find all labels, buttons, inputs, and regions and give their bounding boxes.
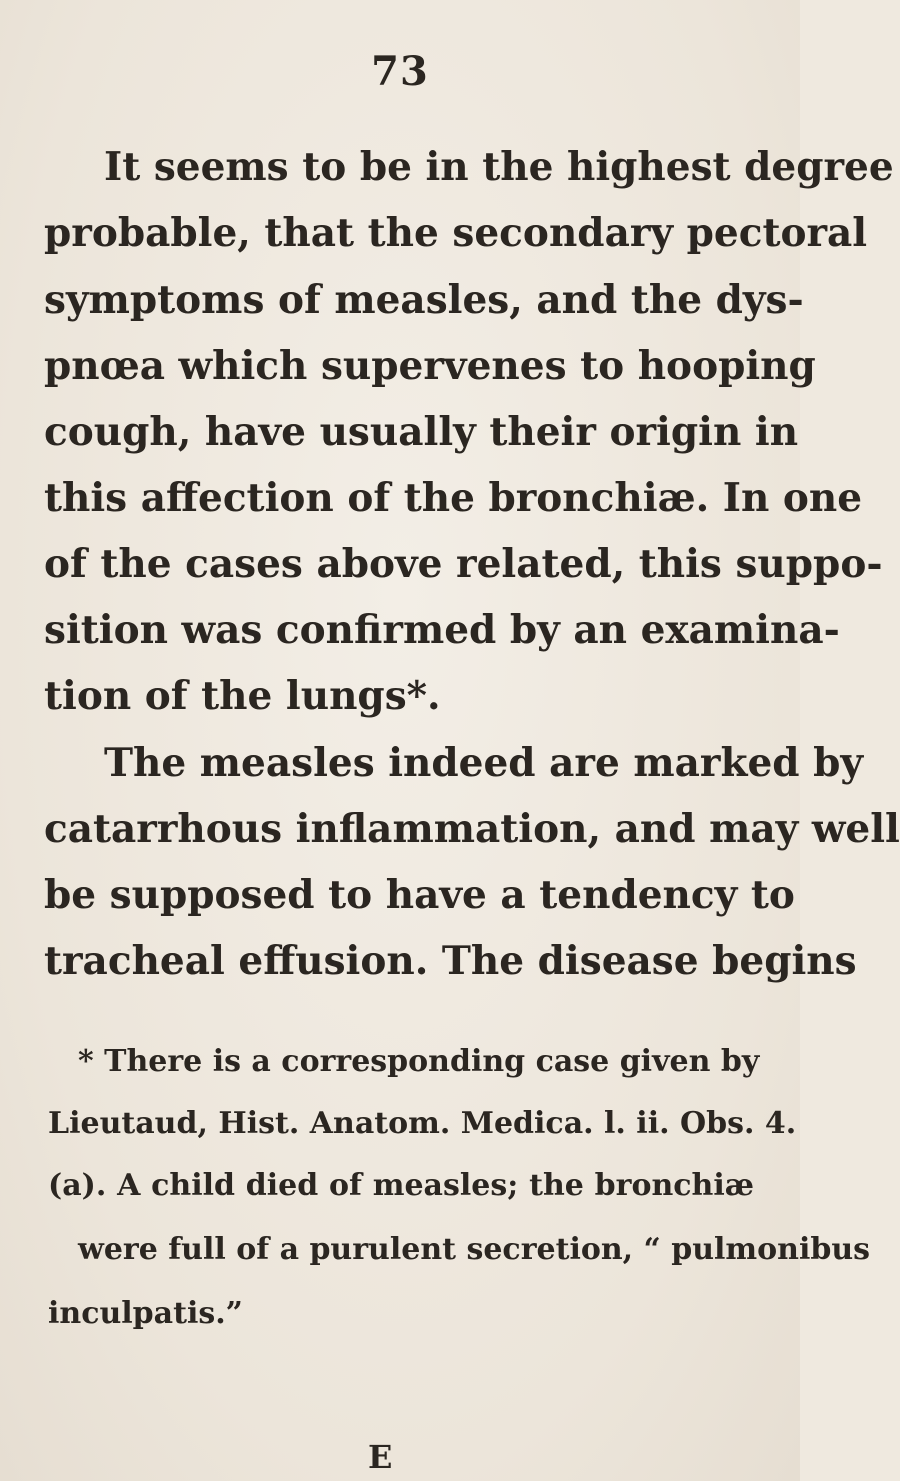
text-line: The measles indeed are marked by [104,740,864,786]
text-line: of the cases above related, this suppo- [44,541,883,587]
text-line: pnœa which supervenes to hooping [44,343,816,389]
text-line: catarrhous inflammation, and may well [44,806,900,852]
text-line: tracheal effusion. The disease begins [44,938,857,984]
footnote-line: * There is a corresponding case given by [78,1044,760,1079]
text-line: tion of the lungs*. [44,673,441,719]
footnote-line: (a). A child died of measles; the bronchiæ [48,1168,754,1203]
footnote-line: inculpatis.” [48,1296,243,1331]
text-line: cough, have usually their origin in [44,409,799,455]
text-line: It seems to be in the highest degree [104,144,894,190]
text-line: symptoms of measles, and the dys- [44,277,804,323]
footnote-line: were full of a purulent secretion, “ pulmonibus [78,1232,871,1267]
signature-mark: E [368,1438,393,1476]
text-line: sition was confirmed by an examina- [44,607,840,653]
text-line: be supposed to have a tendency to [44,872,795,918]
page-number: 73 [371,48,429,95]
text-line: this affection of the bronchiæ. In one [44,475,863,521]
footnote-line: Lieutaud, Hist. Anatom. Medica. l. ii. Obs. 4. [48,1106,797,1141]
text-line: probable, that the secondary pectoral [44,210,868,256]
